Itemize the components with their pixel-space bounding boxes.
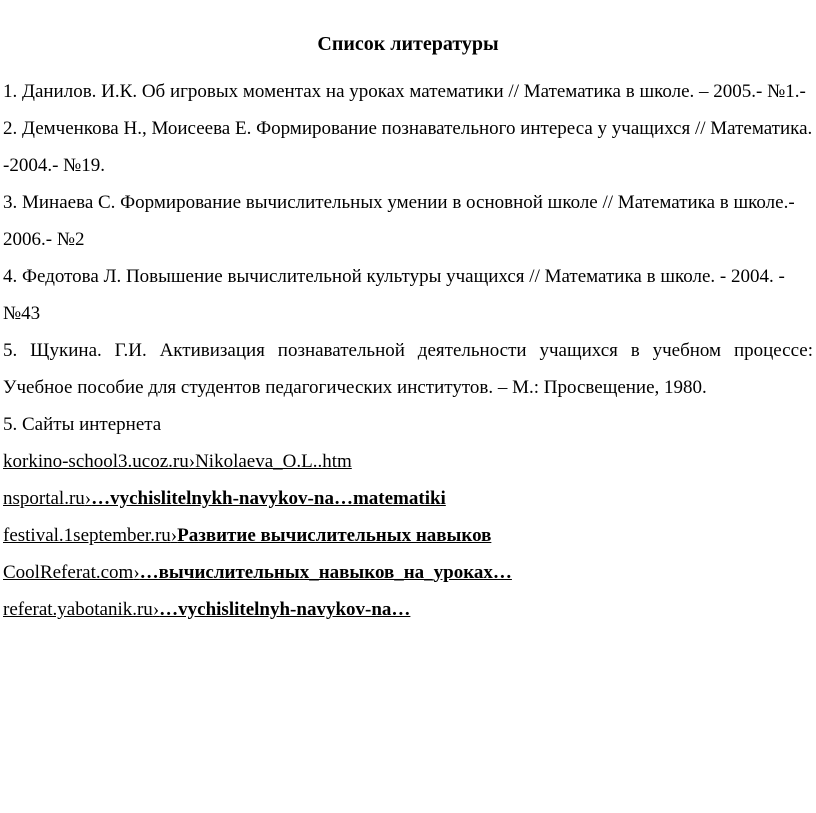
reference-item-1: 1. Данилов. И.К. Об игровых моментах на уроках математики // Математика в школе. – 2005.- №1.- <box>3 81 806 102</box>
website-link-anchor[interactable] <box>3 525 491 546</box>
reference-item-2: 2. Демченкова Н., Моисеева Е. Формирование познавательного интереса у учащихся // Математика. -2004.- №19. <box>3 118 813 176</box>
website-link-3[interactable] <box>3 517 813 554</box>
website-link-4[interactable] <box>3 554 813 591</box>
website-link-list <box>3 443 813 628</box>
reference-item-3: 3. Минаева С. Формирование вычислительных умении в основной школе // Математика в школе.- 2006.- №2 <box>3 192 795 250</box>
link-host: nsportal.ru <box>3 488 85 509</box>
link-separator: › <box>152 599 160 620</box>
link-separator: › <box>84 488 92 509</box>
link-separator: › <box>133 562 140 583</box>
website-link-anchor[interactable] <box>3 451 352 472</box>
link-path: Развитие вычислительных навыков <box>177 525 492 546</box>
reference-list <box>3 73 813 628</box>
website-link-2[interactable] <box>3 480 813 517</box>
link-path: Nikolaeva_O.L..htm <box>195 451 352 472</box>
link-path: …вычислительных_навыков_на_уроках… <box>139 562 512 583</box>
website-link-1[interactable] <box>3 443 813 480</box>
link-path: …vychislitelnykh-navykov-na…matematiki <box>91 488 446 509</box>
link-host: referat.yabotanik.ru <box>3 599 153 620</box>
reference-item-5: 5. Щукина. Г.И. Активизация познавательной деятельности учащихся в учебном процессе: Учебное пособие для студентов педагогических институтов. – М.: Просвещение, 1980. <box>3 340 813 398</box>
document-title: Список литературы <box>317 33 499 55</box>
website-link-5[interactable] <box>3 591 813 628</box>
link-path: …vychislitelnyh-navykov-na… <box>159 599 411 620</box>
website-link-anchor[interactable] <box>3 562 512 583</box>
link-host: korkino-school3.ucoz.ru <box>3 451 189 472</box>
websites-heading: 5. Сайты интернета <box>3 414 162 435</box>
reference-item-4: 4. Федотова Л. Повышение вычислительной культуры учащихся // Математика в школе. - 2004. - №43 <box>3 266 785 324</box>
link-host: festival.1september.ru <box>3 525 171 546</box>
link-separator: › <box>188 451 196 472</box>
website-link-anchor[interactable] <box>3 599 410 620</box>
website-link-anchor[interactable] <box>3 488 446 509</box>
link-separator: › <box>170 525 178 546</box>
link-host: CoolReferat.com <box>3 562 134 583</box>
